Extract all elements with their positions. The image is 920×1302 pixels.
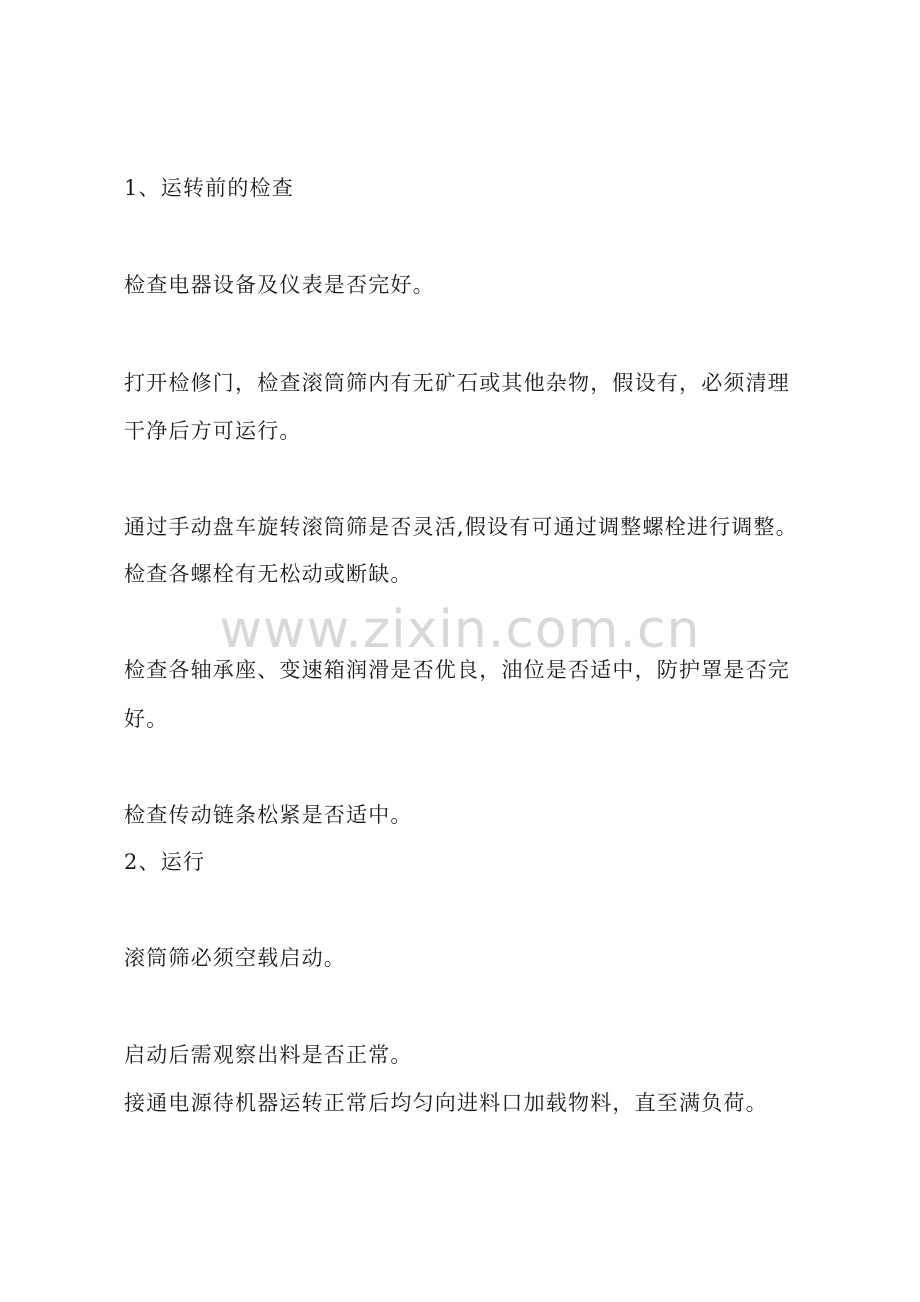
paragraph-line: 打开检修门，检查滚筒筛内有无矿石或其他杂物，假设有，必须清理: [124, 371, 790, 395]
paragraph-line: 好。: [124, 707, 169, 731]
paragraph-line: 干净后方可运行。: [124, 419, 302, 443]
paragraph-line: 通过手动盘车旋转滚筒筛是否灵活,假设有可通过调整螺栓进行调整。: [124, 515, 798, 539]
paragraph-line: 检查传动链条松紧是否适中。: [124, 803, 413, 827]
paragraph-line: 接通电源待机器运转正常后均匀向进料口加载物料，直至满负荷。: [124, 1091, 768, 1115]
paragraph-line: 检查电器设备及仪表是否完好。: [124, 273, 435, 297]
paragraph-line: 检查各轴承座、变速箱润滑是否优良，油位是否适中，防护罩是否完: [124, 658, 790, 682]
section-heading-pre-operation-check: 1、运转前的检查: [124, 176, 294, 200]
paragraph-line: 滚筒筛必须空载启动。: [124, 946, 346, 970]
paragraph-line: 检查各螺栓有无松动或断缺。: [124, 562, 413, 586]
watermark: www.zixin.com.cn: [219, 600, 701, 660]
paragraph-line: 启动后需观察出料是否正常。: [124, 1043, 413, 1067]
section-heading-operation: 2、运行: [124, 850, 206, 874]
